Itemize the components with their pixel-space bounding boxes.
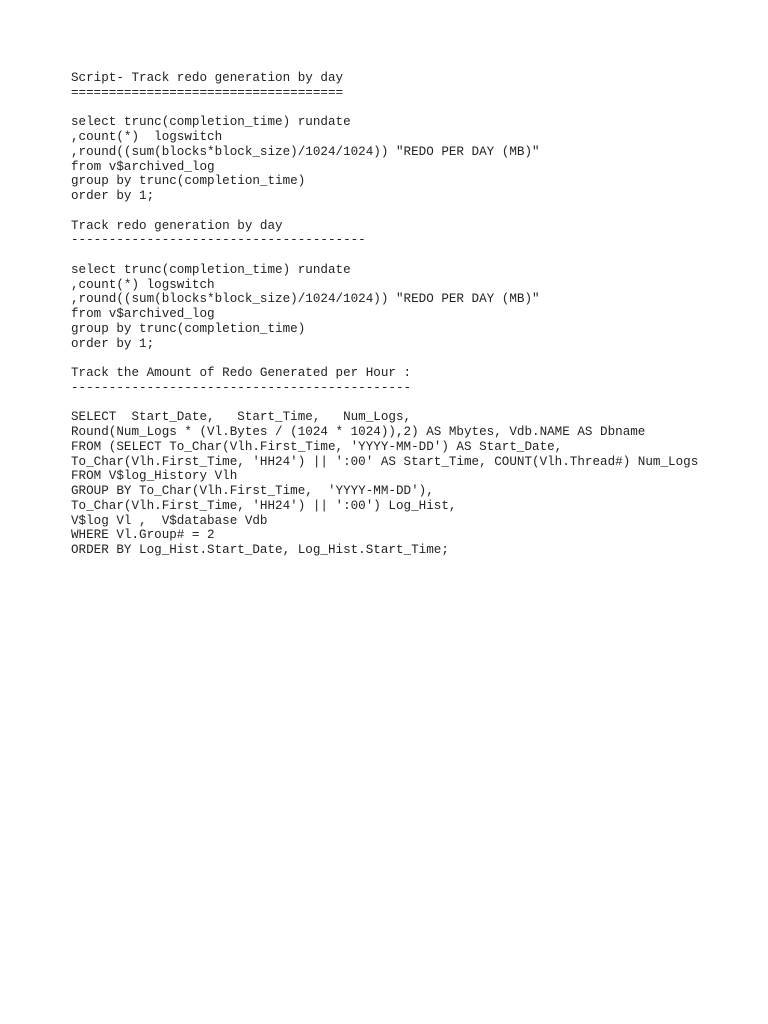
heading-underline: --------------------------------------------- bbox=[71, 380, 412, 395]
section-heading: Track redo generation by day bbox=[71, 218, 283, 233]
blank-line bbox=[71, 248, 751, 263]
heading-underline: --------------------------------------- bbox=[71, 233, 366, 248]
blank-line bbox=[71, 396, 751, 411]
document-title: Script- Track redo generation by day bbox=[71, 71, 344, 85]
code-line: select trunc(completion_time) rundate bbox=[71, 262, 351, 277]
code-line: To_Char(Vlh.First_Time, 'HH24') || ':00' AS Start_Time, COUNT(Vlh.Thread#) Num_Logs bbox=[71, 454, 699, 469]
code-line: SELECT Start_Date, Start_Time, Num_Logs, bbox=[71, 410, 412, 425]
code-line: GROUP BY To_Char(Vlh.First_Time, 'YYYY-MM-DD'), bbox=[71, 484, 434, 498]
blank-line bbox=[71, 351, 751, 366]
section-heading: Track the Amount of Redo Generated per Hour : bbox=[71, 366, 412, 380]
code-line: ORDER BY Log_Hist.Start_Date, Log_Hist.Start_Time; bbox=[71, 543, 449, 557]
code-line: ,count(*) logswitch bbox=[71, 277, 215, 292]
code-line: order by 1; bbox=[71, 336, 155, 351]
code-line: from v$archived_log bbox=[71, 307, 215, 321]
title-underline: ==================================== bbox=[71, 85, 344, 100]
code-line: FROM V$log_History Vlh bbox=[71, 469, 238, 484]
blank-line bbox=[71, 101, 751, 116]
code-line: group by trunc(completion_time) bbox=[71, 174, 306, 189]
code-line: To_Char(Vlh.First_Time, 'HH24') || ':00') Log_Hist, bbox=[71, 498, 457, 513]
code-line: group by trunc(completion_time) bbox=[71, 321, 306, 336]
document-page bbox=[71, 71, 751, 558]
blank-line bbox=[71, 204, 751, 219]
code-line: V$log Vl , V$database Vdb bbox=[71, 513, 268, 528]
code-line: FROM (SELECT To_Char(Vlh.First_Time, 'YYYY-MM-DD') AS Start_Date, bbox=[71, 439, 563, 454]
code-line: Round(Num_Logs * (Vl.Bytes / (1024 * 1024)),2) AS Mbytes, Vdb.NAME AS Dbname bbox=[71, 425, 646, 439]
code-line: ,round((sum(blocks*block_size)/1024/1024)) "REDO PER DAY (MB)" bbox=[71, 292, 540, 307]
code-line: select trunc(completion_time) rundate bbox=[71, 115, 351, 130]
code-line: order by 1; bbox=[71, 189, 155, 203]
code-line: WHERE Vl.Group# = 2 bbox=[71, 528, 215, 543]
code-line: ,round((sum(blocks*block_size)/1024/1024)) "REDO PER DAY (MB)" bbox=[71, 144, 540, 159]
code-line: from v$archived_log bbox=[71, 159, 215, 174]
code-line: ,count(*) logswitch bbox=[71, 130, 223, 144]
